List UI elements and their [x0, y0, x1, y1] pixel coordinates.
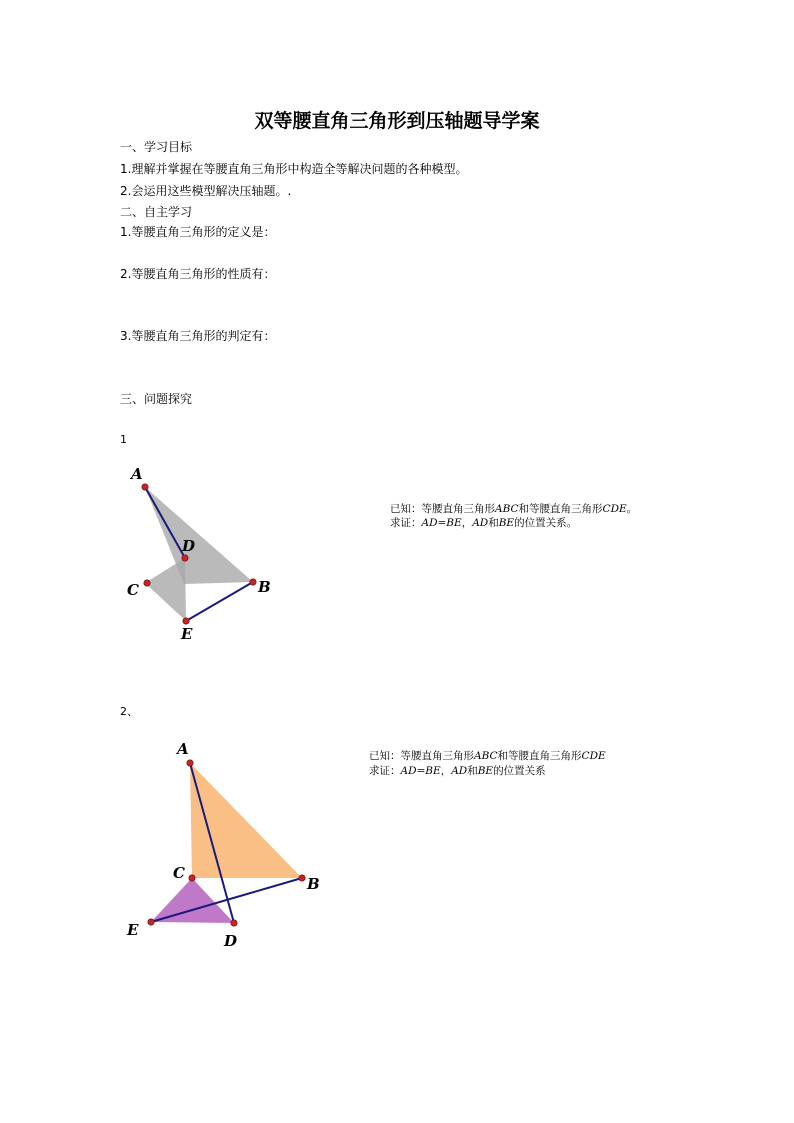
problem-1-number: 1 [120, 433, 127, 446]
label-d: D [224, 932, 238, 950]
point-a [187, 760, 193, 766]
problem-2-prove: 求证：AD=BE，AD和BE的位置关系 [369, 765, 546, 777]
goal-item-1: 1.理解并掌握在等腰直角三角形中构造全等解决问题的各种模型。 [120, 162, 468, 176]
goal-item-2: 2.会运用这些模型解决压轴题。. [120, 184, 292, 198]
point-e [183, 618, 189, 624]
problem-1-prove: 求证：AD=BE，AD和BE的位置关系。 [390, 517, 578, 529]
label-e: E [127, 921, 139, 939]
section-heading-self-study: 二、自主学习 [120, 205, 193, 219]
triangle-abc [145, 487, 253, 584]
point-b [299, 875, 305, 881]
label-b: B [258, 578, 271, 596]
point-a [142, 484, 148, 490]
problem-1-figure [110, 460, 300, 650]
problem-2-given: 已知：等腰直角三角形ABC和等腰直角三角形CDE [369, 750, 606, 762]
label-a: A [177, 740, 189, 758]
problem-2-figure [110, 735, 350, 955]
point-d [182, 555, 188, 561]
point-e [148, 919, 154, 925]
self-study-item-1: 1.等腰直角三角形的定义是： [120, 225, 276, 239]
triangle-cde [145, 558, 186, 621]
section-heading-goals: 一、学习目标 [120, 140, 193, 154]
label-d: D [182, 537, 196, 555]
label-c: C [173, 864, 185, 882]
self-study-item-2: 2.等腰直角三角形的性质有： [120, 267, 276, 281]
section-heading-exploration: 三、问题探究 [120, 392, 193, 406]
label-a: A [131, 465, 143, 483]
label-b: B [307, 875, 320, 893]
self-study-item-3: 3.等腰直角三角形的判定有： [120, 329, 276, 343]
label-c: C [127, 581, 139, 599]
page-title: 双等腰直角三角形到压轴题导学案 [254, 110, 540, 132]
point-b [250, 579, 256, 585]
label-e: E [181, 625, 193, 643]
point-c [144, 580, 150, 586]
point-d [231, 920, 237, 926]
problem-1-given: 已知：等腰直角三角形ABC和等腰直角三角形CDE。 [390, 503, 638, 515]
problem-2-number: 2、 [120, 705, 138, 718]
point-c [189, 875, 195, 881]
segment-be [186, 582, 253, 621]
